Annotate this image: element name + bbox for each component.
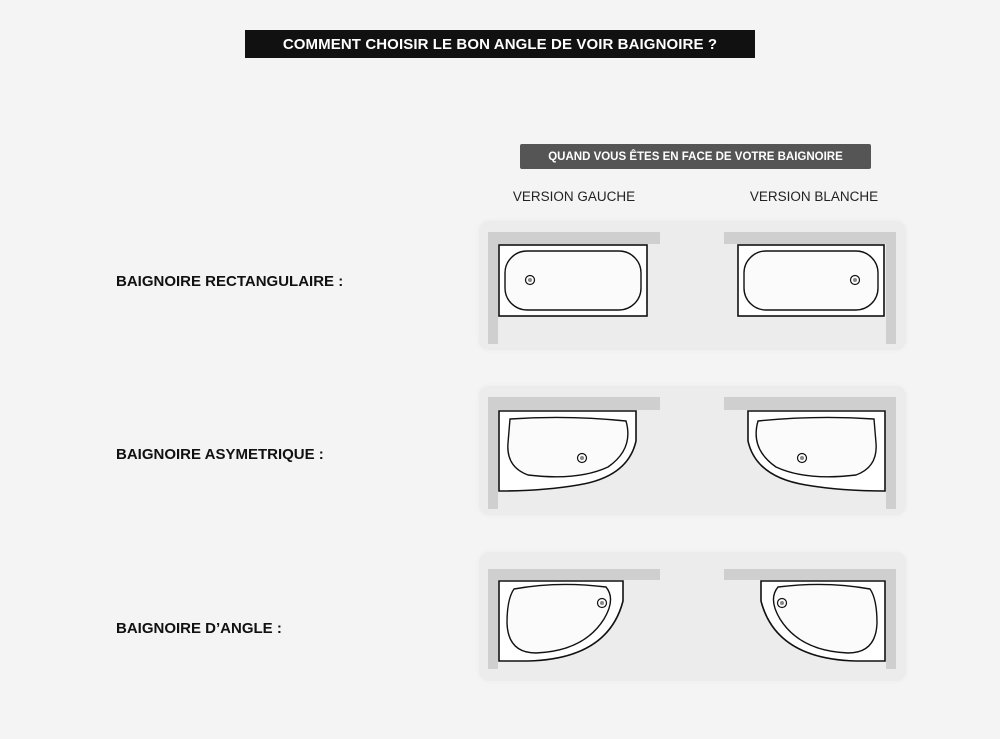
row-label-rectangular: BAIGNOIRE RECTANGULAIRE :: [116, 273, 344, 290]
page-title: COMMENT CHOISIR LE BON ANGLE DE VOIR BAIGNOIRE ?: [245, 30, 755, 58]
rectangular-bathtub-left-icon: [488, 232, 660, 344]
asymmetric-bathtub-left-icon: [488, 397, 660, 509]
column-label-left: VERSION GAUCHE: [512, 189, 636, 204]
orientation-banner: QUAND VOUS ÊTES EN FACE DE VOTRE BAIGNOIRE: [520, 144, 871, 169]
corner-bathtub-left-icon: [488, 569, 660, 669]
rectangular-bathtub-right-icon: [724, 232, 896, 344]
row-label-asymmetric: BAIGNOIRE ASYMETRIQUE :: [116, 446, 324, 463]
row-label-corner: BAIGNOIRE D’ANGLE :: [116, 620, 282, 637]
corner-bathtub-right-icon: [724, 569, 896, 669]
column-label-right: VERSION BLANCHE: [749, 189, 879, 204]
asymmetric-bathtub-right-icon: [724, 397, 896, 509]
